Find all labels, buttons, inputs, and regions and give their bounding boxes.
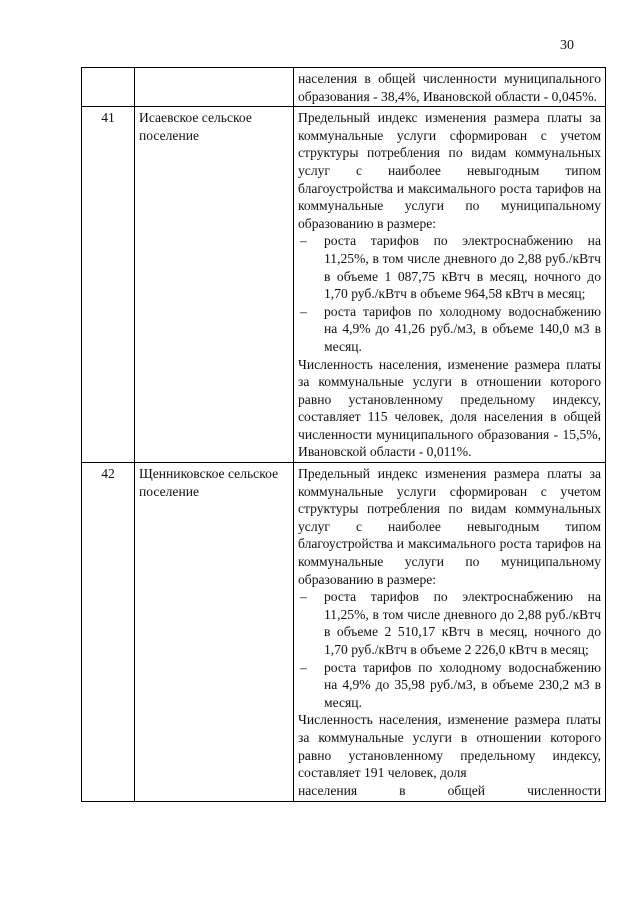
description-cell <box>294 68 606 107</box>
list-item-text: роста тарифов по холодному водоснабжению на 4,9% до 35,98 руб./м3, в объеме 230,2 м3 в месяц. <box>324 659 601 710</box>
table-row <box>82 68 606 107</box>
municipality-name: Исаевское сельское поселение <box>135 107 294 463</box>
table-row <box>82 107 606 463</box>
dash-bullet: – <box>300 233 307 249</box>
tariff-list <box>298 232 601 355</box>
row-number <box>82 68 135 107</box>
dash-bullet: – <box>300 589 307 605</box>
outro-paragraph: Численность населения, изменение размера платы за коммунальные услуги в отношении которого равно установленному предельному индексу, составляет 191 человек, доля <box>298 712 601 781</box>
dash-bullet: – <box>300 303 307 319</box>
list-item <box>298 659 601 712</box>
description-cell <box>294 107 606 463</box>
list-item <box>298 303 601 356</box>
outro-paragraph: Численность населения, изменение размера платы за коммунальные услуги в отношении которого равно установленному предельному индексу, составляет 115 человек, доля населения в общей численности муниципального образования - 15,5%, Ивановской области - 0,011%. <box>298 356 601 460</box>
outro-continued: населения в общей численности <box>298 782 601 798</box>
intro-paragraph: Предельный индекс изменения размера платы за коммунальные услуги сформирован с учетом структуры потребления по видам коммунальных услуг с наиболее невыгодным типом благоустройства и максимального роста тарифов на коммунальные услуги по муниципальному образованию в размере: <box>298 110 601 231</box>
tariff-table <box>81 67 606 802</box>
dash-bullet: – <box>300 659 307 675</box>
list-item <box>298 588 601 658</box>
list-item-text: роста тарифов по электроснабжению на 11,25%, в том числе дневного до 2,88 руб./кВтч в объеме 2 510,17 кВтч в месяц, ночного до 1,70 руб./кВтч в объеме 2 226,0 кВтч в месяц; <box>324 589 601 657</box>
list-item-text: роста тарифов по холодному водоснабжению на 4,9% до 41,26 руб./м3, в объеме 140,0 м3 в месяц. <box>324 303 601 354</box>
municipality-name: Щенниковское сельское поселение <box>135 463 294 802</box>
table-row <box>82 463 606 802</box>
page-number: 30 <box>560 38 574 53</box>
row-number: 41 <box>82 107 135 463</box>
paragraph: населения в общей численности муниципального образования - 38,4%, Ивановской области - 0,045%. <box>298 71 601 104</box>
row-number: 42 <box>82 463 135 802</box>
municipality-name <box>135 68 294 107</box>
description-cell <box>294 463 606 802</box>
list-item <box>298 232 601 302</box>
intro-paragraph: Предельный индекс изменения размера платы за коммунальные услуги сформирован с учетом структуры потребления по видам коммунальных услуг с наиболее невыгодным типом благоустройства и максимального роста тарифов на коммунальные услуги по муниципальному образованию в размере: <box>298 466 601 587</box>
list-item-text: роста тарифов по электроснабжению на 11,25%, в том числе дневного до 2,88 руб./кВтч в объеме 1 087,75 кВтч в месяц, ночного до 1,70 руб./кВтч в объеме 964,58 кВтч в месяц; <box>324 233 601 302</box>
tariff-list <box>298 588 601 711</box>
truncated-line <box>298 782 601 800</box>
